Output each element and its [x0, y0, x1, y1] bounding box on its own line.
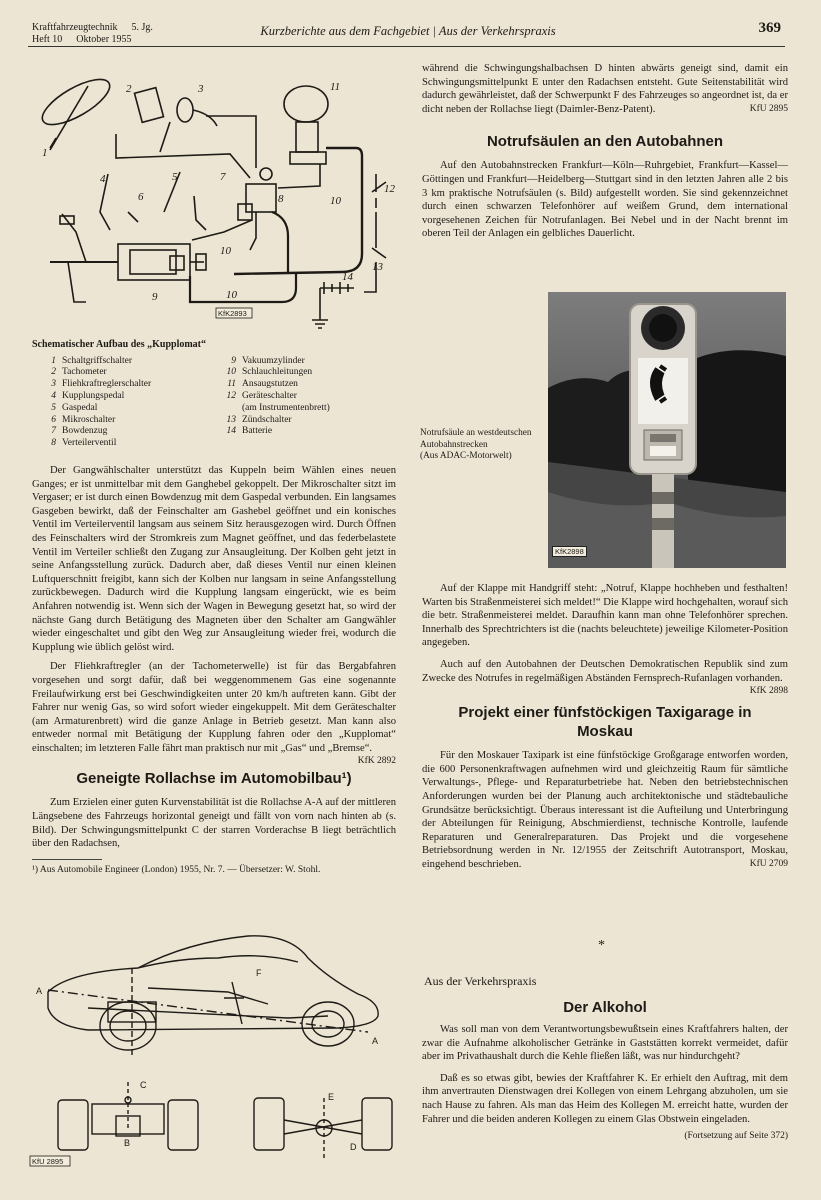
fig1-label-10c: 10	[226, 289, 237, 301]
taxi-heading: Projekt einer fünfstöckigen Taxigarage in Moskau	[458, 704, 752, 741]
fig1-label-12: 12	[384, 183, 395, 195]
legend-item: 14 Batterie	[226, 426, 273, 437]
fig1-label-6: 6	[138, 191, 144, 203]
fig1-label-9: 9	[152, 291, 158, 303]
fig1-caption	[32, 338, 402, 450]
roll-axis-diagram	[28, 928, 408, 1168]
legend-item: 2 Tachometer	[51, 367, 107, 378]
fig1-legend	[32, 356, 402, 450]
legend-item: 4 Kupplungspedal	[51, 390, 125, 401]
fig2-label-f: F	[256, 968, 262, 978]
journal-volume: 5. Jg.	[131, 22, 153, 33]
fig1-label-14: 14	[342, 271, 353, 283]
article-ref: KfU 2709	[749, 858, 788, 869]
alkohol-paragraph-2: Daß es so etwas gibt, bewies der Kraftfahrer K. Er erhielt den Auftrag, mit dem ihm anvertrauten Dienstwagen drei Kollegen von einem Lehrgang abzuholen, um sie nach Hause zu fahren. Als man das Heim des Kollegen M. erreicht hatte, wurden der Fahrer und die beiden anderen Kollegen zu einem Glas Obstwein eingeladen.	[422, 1072, 788, 1125]
fig2-label-c: C	[140, 1080, 147, 1090]
continuation-note: (Fortsetzung auf Seite 372)	[684, 1131, 788, 1142]
journal-header	[32, 22, 153, 46]
kupplomat-paragraph-2: Der Fliehkraftregler (an der Tachometerwelle) ist für das Bergabfahren vorgesehen und sorgt dafür, daß bei weggenommenem Gas eine sogenannte Freilaufwirkung erst bei Geschwindigkeiten unter 20 km/h auftreten kann. Gibt der Fahrer nur wenig Gas, so wird sofort wieder eingekuppelt. Mit dem Geräteschalter (am Armaturenbrett) wird die ganze Anlage in Betrieb gesetzt. Man kann also entweder normal mit Betätigung der Kupplung fahren oder den „Kupplomat“ einschalten; im letzteren Falle fährt man praktisch nur mit „Gas“ und „Bremse“. KfK 2892	[32, 660, 396, 755]
article-ref: KfK 2898	[749, 686, 788, 697]
legend-item: 8 Verteilerventil	[51, 438, 117, 449]
legend-item: 1 Schaltgriffschalter	[51, 355, 132, 366]
taxi-paragraph: Für den Moskauer Taxipark ist eine fünfstöckige Großgarage entworfen worden, die 600 Personenkraftwagen aufnehmen wird und gleichzeitig Raum für sämtliche Verwaltungs-, Pflege- und Reparaturbetriebe hat. Neben den betriebstechnischen Anforderungen wurden bei der Planung auch architektonische und städtebauliche Grundsätze berücksichtigt. Überaus interessant ist die Aufteilung und Unterbringung der Abteilungen für Reinigung, Abschmierdienst, technische Kontrolle, laufende Reparaturen und Generalreparaturen. Das Projekt und die vorgesehene Betriebsordnung werden in Nr. 12/1955 der Zeitschrift Autotransport, Moskau, eingehend beschrieben. KfU 2709	[422, 750, 788, 870]
alkohol-paragraph-1: Was soll man von dem Verantwortungsbewußtsein eines Kraftfahrers halten, der zwar die Aufnahme alkoholischer Getränke in Gaststätten korrekt vermeidet, dafür aber im Privathaushalt durch die Kehle fließen läßt, was nur hindurchgeht?	[422, 1024, 788, 1063]
legend-item: 7 Bowdenzug	[51, 426, 108, 437]
fig2-label-b: B	[124, 1138, 131, 1148]
legend-item	[212, 438, 392, 450]
photo-caption-source: (Aus ADAC-Motorwelt)	[420, 451, 512, 461]
legend-item: 11 Ansaugstutzen	[227, 379, 298, 390]
rollachse-paragraph: Zum Erzielen einer guten Kurvenstabilität ist die Rollachse A-A auf der mittleren Längsebene des Fahrzeugs horizontal geneigt und fällt von vorn nach hinten ab (s. Bild). Der Schwingungsmittelpunkt C der starren Vorderachse B liegt beträchtlich über den Radachsen,	[32, 797, 396, 850]
page-number: 369	[758, 20, 781, 36]
right-column-bottom	[422, 998, 788, 1144]
legend-item: 10 Schlauchleitungen	[226, 367, 313, 378]
legend-item: 13 Zündschalter	[226, 414, 292, 425]
legend-item: 9 Vakuumzylinder	[231, 355, 305, 366]
footnote-rule	[32, 859, 102, 860]
journal-date: Oktober 1955	[76, 34, 132, 45]
fig1-label-4: 4	[100, 173, 106, 185]
legend-item: 5 Gaspedal	[51, 402, 98, 413]
notruf-paragraph-1: Auf den Autobahnstrecken Frankfurt—Köln—Ruhrgebiet, Frankfurt—Kassel—Göttingen und Frankfurt—Heidelberg—Stuttgart sind in den letzten Jahren alle 2 bis 3 km praktische Notrufsäulen (s. Bild) aufgestellt worden. Sie sind gekennzeichnet durch einen schwarzen Telefonhörer auf weißem Grund, dem international vorgesehenen Zeichen für Notrufanlagen. Bei Nebel und in der Nacht brennt im oberen Teil der Anlagen ein gelbliches Dauerlicht.	[422, 160, 788, 240]
header-rule	[28, 46, 785, 47]
journal-name: Kraftfahrzeugtechnik	[32, 22, 118, 33]
journal-issue: Heft 10	[32, 34, 63, 45]
fig1-label-7: 7	[220, 171, 226, 183]
rollachse-heading: Geneigte Rollachse im Automobilbau¹)	[76, 770, 352, 788]
fig1-label-10a: 10	[220, 245, 231, 257]
right-column-middle	[422, 582, 788, 872]
alkohol-heading: Der Alkohol	[563, 999, 647, 1016]
legend-item: 12 Geräteschalter	[226, 390, 297, 401]
photo-tag: KfK2898	[552, 546, 587, 557]
fig2-tag: KfU 2895	[32, 1157, 64, 1166]
photo-caption-text: Notrufsäule an westdeutschen Autobahnstrecken	[420, 428, 532, 450]
left-column-text	[32, 464, 396, 877]
section-star: *	[598, 938, 605, 953]
verkehrspraxis-label: Aus der Verkehrspraxis	[424, 974, 537, 988]
fig1-label-2: 2	[126, 83, 132, 95]
fig1-label-1: 1	[42, 147, 48, 159]
fig1-label-3: 3	[198, 83, 204, 95]
kupplomat-paragraph-1: Der Gangwählschalter unterstützt das Kuppeln beim Wählen eines neuen Ganges; er ist unmittelbar mit dem Ganghebel gekoppelt. Der Mikroschalter sitzt im Vergaser; er ist durch einen Bowdenzug mit dem Gaspedal verbunden. Ein langsames Gasgeben bewirkt, daß der Feinschalter am Gashebel geöffnet und ein konisches Ventil im Verteilerventil langsam aus seinem Sitz herausgezogen wird. Durch Öffnen des Feinschalters wird der Stromkreis zum Magnet geöffnet, und das federbelastete Ventil im Verteiler schließt den Zugang zur Ansaugleitung. Der Kolben geht jetzt in seine Anfangsstellung zurück. Dadurch aber, daß dieses Ventil nur einen kleinen Luftquerschnitt freigibt, kann sich der Kolben nur langsam in seine Anfangsstellung zurückbewegen. Dadurch wird die Kupplung langsam eingerückt, wie es beim Anfahren notwendig ist. Wenn sich der Wagen in Bewegung gesetzt hat, so wird der nächste Gang durch Betätigung des Magneten über den Schalter am Gangwähler wieder eingeschaltet und gibt den Weg zur Ansaugleitung wieder frei, wodurch die Kupplung wie üblich gelöst wird.	[32, 465, 396, 653]
section-header: Kurzberichte aus dem Fachgebiet | Aus der Verkehrspraxis	[260, 24, 556, 38]
fig2-label-a-right: A	[372, 1036, 379, 1046]
right-column-top	[422, 62, 788, 241]
notruf-paragraph-3: Auch auf den Autobahnen der Deutschen Demokratischen Republik sind zum Zwecke des Notrufes in regelmäßigen Abständen Fernsprech-Rufanlagen vorhanden. KfK 2898	[422, 658, 788, 685]
fig1-label-5: 5	[172, 171, 178, 183]
rollachse-continuation: während die Schwingungshalbachsen D hinten abwärts geneigt sind, damit ein Schwingungsmittelpunkt E unter den Radachsen entsteht. Gute Seitenstabilität wird dadurch gewährleistet, daß der Schwerpunkt F des Fahrzeuges so angeordnet ist, da er dicht neben der Rollachse liegt (Daimler-Benz-Patent). KfU 2895	[422, 63, 788, 115]
notruf-photo-drawing	[548, 292, 786, 568]
legend-item: 3 Fliehkraftreglerschalter	[51, 379, 152, 390]
fig2-label-a-left: A	[36, 986, 43, 996]
notruf-photo	[548, 292, 786, 568]
footnote: ¹) Aus Automobile Engineer (London) 1955, Nr. 7. — Übersetzer: W. Stohl.	[32, 864, 321, 875]
article-ref: KfK 2892	[357, 756, 396, 767]
notruf-heading: Notrufsäulen an den Autobahnen	[486, 133, 724, 151]
notruf-paragraph-2: Auf der Klappe mit Handgriff steht: „Notruf, Klappe hochheben und festhalten! Warten bis Straßenmeisterei sich meldet!“ Die Klappe wird hochgehalten, worauf sich die betr. Straßenmeisterei meldet. Daraufhin kann man ohne Telefonhörer sprechen. Innerhalb des Sprechtrichters ist die (nachts beleuchtete) jeweilige Kilometer-Position angegeben.	[422, 583, 788, 649]
legend-item: 6 Mikroschalter	[51, 414, 116, 425]
fig1-label-10b: 10	[330, 195, 341, 207]
fig1-tag: KfK2893	[218, 309, 247, 318]
fig2-label-e: E	[328, 1092, 335, 1102]
fig1-label-11: 11	[330, 81, 341, 93]
fig1-label-8: 8	[278, 193, 284, 205]
article-ref: KfU 2895	[749, 103, 788, 114]
kupplomat-schematic	[20, 62, 400, 337]
fig1-caption-title: Schematischer Aufbau des „Kupplomat“	[32, 339, 207, 350]
fig1-label-13: 13	[372, 261, 383, 273]
fig2-label-d: D	[350, 1142, 357, 1152]
legend-item: (am Instrumentenbrett)	[242, 402, 330, 413]
notruf-photo-caption	[420, 428, 540, 463]
